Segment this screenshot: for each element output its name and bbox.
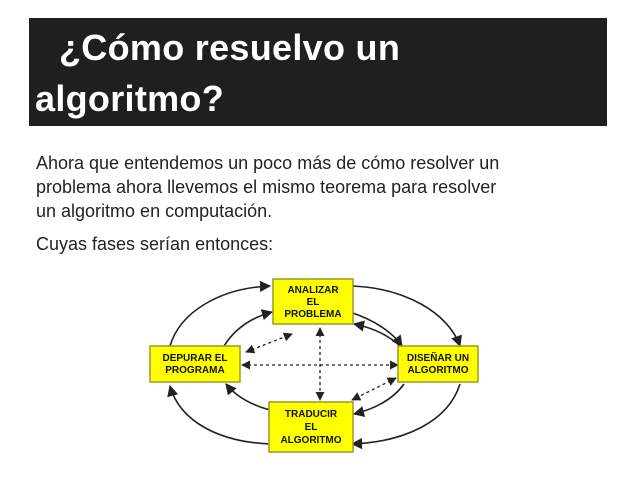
- slide-title-line-2: algoritmo?: [35, 78, 224, 119]
- phases-intro: Cuyas fases serían entonces:: [36, 234, 274, 254]
- slide-title-line-1: ¿Cómo resuelvo un: [59, 27, 401, 68]
- box-disenar-line-2: ALGORITMO: [407, 365, 469, 376]
- arc-disenar-inner-to-analizar: [354, 324, 402, 348]
- arc-disenar-to-traducir: [352, 384, 460, 444]
- box-traducir-line-1: TRADUCIR: [284, 409, 338, 420]
- box-analizar-line-3: PROBLEMA: [284, 309, 342, 320]
- dashed-diagonal-arrow-2: [352, 378, 396, 400]
- paragraph-line-1: Ahora que entendemos un poco más de cómo resolver un: [36, 153, 500, 173]
- box-depurar-line-2: PROGRAMA: [165, 365, 225, 376]
- paragraph-line-3: un algoritmo en computación.: [36, 201, 273, 221]
- arc-traducir-to-depurar: [170, 386, 270, 444]
- box-disenar-line-1: DISEÑAR UN: [406, 353, 470, 364]
- arc-traducir-inner-to-depurar: [226, 384, 270, 410]
- box-analizar-line-1: ANALIZAR: [287, 285, 339, 296]
- box-traducir: [269, 402, 353, 452]
- box-traducir-line-3: ALGORITMO: [280, 435, 342, 446]
- arc-depurar-inner-to-analizar: [224, 312, 272, 346]
- box-traducir-line-2: EL: [304, 422, 318, 433]
- arc-analizar-to-disenar: [352, 286, 460, 346]
- dashed-diagonal-arrow-1: [246, 334, 292, 352]
- paragraph-line-2: problema ahora llevemos el mismo teorema para resolver: [36, 177, 497, 197]
- box-analizar: [273, 279, 353, 324]
- arc-disenar-inner-to-traducir: [354, 384, 404, 414]
- box-depurar: [150, 346, 240, 382]
- arc-depurar-to-analizar: [170, 286, 270, 346]
- box-depurar-line-1: DEPURAR EL: [162, 353, 228, 364]
- algorithm-cycle-diagram: [142, 272, 488, 462]
- box-analizar-line-2: EL: [306, 297, 320, 308]
- title-bar: [29, 18, 607, 126]
- box-disenar: [398, 346, 478, 382]
